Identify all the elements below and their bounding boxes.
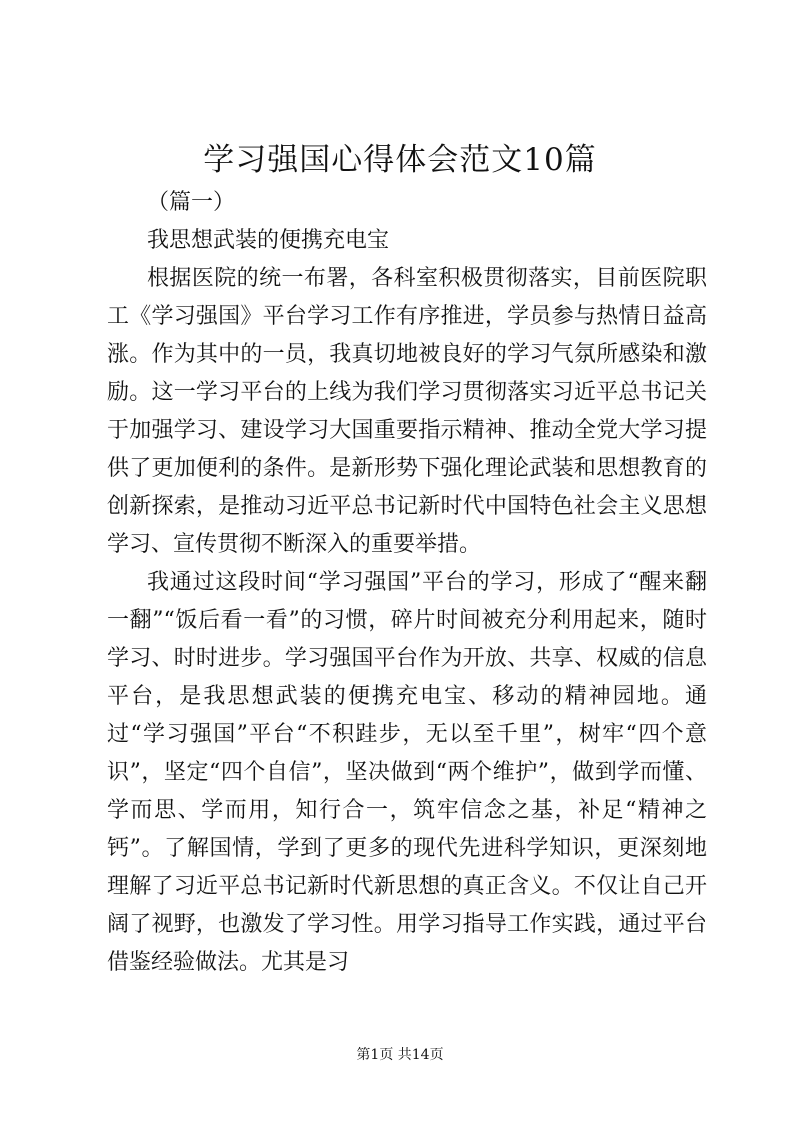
document-body — [107, 184, 707, 982]
section-label: （篇一） — [147, 190, 236, 215]
page-number-footer: 第1页 共14页 — [356, 1047, 444, 1063]
body-paragraph: 根据医院的统一布署，各科室积极贯彻落实，目前医院职工《学习强国》平台学习工作有序推进，学员参与热情日益高涨。作为其中的一员，我真切地被良好的学习气氛所感染和激励。这一学习平台的上线为我们学习贯彻落实习近平总书记关于加强学习、建设学习大国重要指示精神、推动全党大学习提供了更加便利的条件。是新形势下强化理论武装和思想教育的创新探索，是推动习近平总书记新时代中国特色社会主义思想学习、宣传贯彻不断深入的重要举措。 — [107, 266, 707, 557]
body-paragraph: 我通过这段时间“学习强国”平台的学习，形成了“醒来翻一翻”“饭后看一看”的习惯，碎片时间被充分利用起来，随时学习、时时进步。学习强国平台作为开放、共享、权威的信息平台，是我思想武装的便携充电宝、移动的精神园地。通过“学习强国”平台“不积跬步，无以至千里”，树牢“四个意识”，坚定“四个自信”，坚决做到“两个维护”，做到学而懂、学而思、学而用，知行合一，筑牢信念之基，补足“精神之钙”。了解国情，学到了更多的现代先进科学知识，更深刻地理解了习近平总书记新时代新思想的真正含义。不仅让自己开阔了视野，也激发了学习性。用学习指导工作实践，通过平台借鉴经验做法。尤其是习 — [107, 570, 707, 975]
section-heading: 我思想武装的便携充电宝 — [147, 228, 390, 253]
document-title: 学习强国心得体会范文10篇 — [203, 142, 597, 178]
